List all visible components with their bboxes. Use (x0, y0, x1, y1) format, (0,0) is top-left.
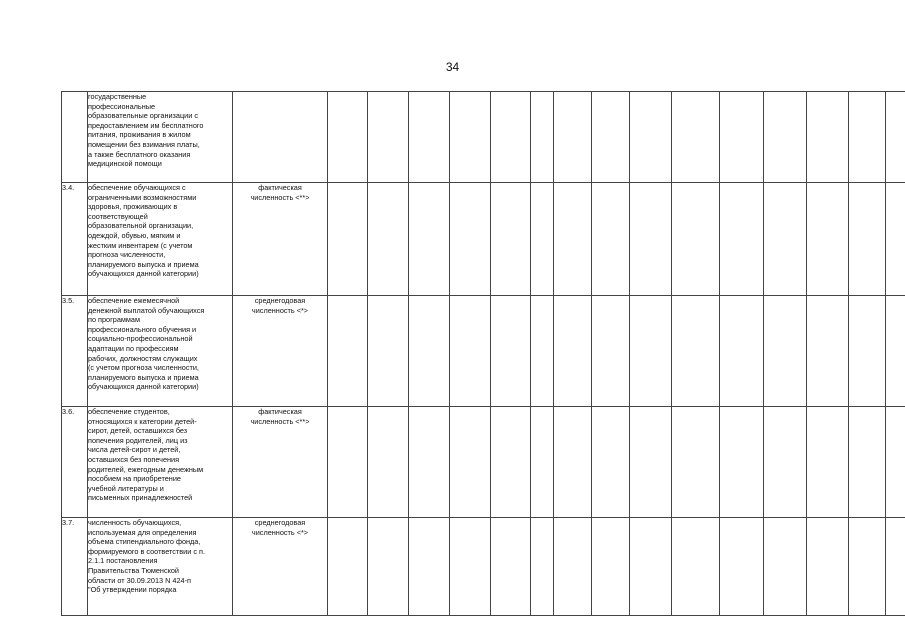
empty-value-cell (409, 518, 450, 616)
empty-value-cell (886, 92, 905, 183)
empty-value-cell (720, 407, 764, 518)
empty-value-cell (450, 518, 491, 616)
empty-value-cell (450, 407, 491, 518)
empty-value-cell (368, 407, 409, 518)
empty-value-cell (491, 92, 531, 183)
row-unit-cell (233, 296, 328, 407)
empty-value-cell (491, 518, 531, 616)
empty-value-cell (592, 92, 630, 183)
empty-value-cell (764, 407, 807, 518)
empty-value-cell (592, 407, 630, 518)
empty-value-cell (764, 183, 807, 296)
empty-value-cell (630, 296, 672, 407)
empty-value-cell (491, 183, 531, 296)
empty-value-cell (592, 296, 630, 407)
empty-value-cell (554, 92, 592, 183)
empty-value-cell (849, 183, 886, 296)
empty-value-cell (450, 183, 491, 296)
empty-value-cell (672, 518, 720, 616)
row-unit-text: фактическая численность <**> (250, 183, 310, 202)
empty-value-cell (672, 296, 720, 407)
empty-value-cell (368, 183, 409, 296)
empty-value-cell (592, 183, 630, 296)
page-number: 34 (445, 60, 460, 74)
row-description-cell (88, 92, 233, 183)
row-unit-text: среднегодовая численность <*> (251, 296, 309, 315)
empty-value-cell (368, 518, 409, 616)
row-number-cell: 3.6. (62, 407, 88, 518)
table-row (62, 92, 905, 183)
empty-value-cell (328, 296, 368, 407)
empty-value-cell (672, 92, 720, 183)
empty-value-cell (849, 407, 886, 518)
empty-value-cell (849, 296, 886, 407)
empty-value-cell (491, 296, 531, 407)
empty-value-cell (672, 183, 720, 296)
row-number-cell: 3.7. (62, 518, 88, 616)
empty-value-cell (531, 183, 554, 296)
empty-value-cell (849, 92, 886, 183)
empty-value-cell (849, 518, 886, 616)
row-description-text: обеспечение ежемесячной денежной выплатой обучающихся по программам профессионального обучения и социально-профессиональной адаптации по профессиям рабочих, должностям служащих (с учетом прогноза численности, планируемого выпуска и приема обучающихся данной категории) (88, 296, 205, 392)
empty-value-cell (531, 296, 554, 407)
empty-value-cell (328, 183, 368, 296)
empty-value-cell (886, 183, 905, 296)
row-number-cell: 3.5. (62, 296, 88, 407)
empty-value-cell (554, 183, 592, 296)
row-description-text: обеспечение студентов, относящихся к категории детей- сирот, детей, оставшихся без попечения родителей, лиц из числа детей-сирот и детей, оставшихся без попечения родителей, ежегодным денежным пособием на приобретение учебной литературы и письменных принадлежностей (88, 407, 204, 503)
empty-value-cell (886, 407, 905, 518)
table-row (62, 407, 905, 518)
table-row (62, 296, 905, 407)
empty-value-cell (554, 518, 592, 616)
empty-value-cell (720, 296, 764, 407)
empty-value-cell (409, 296, 450, 407)
empty-value-cell (720, 518, 764, 616)
empty-value-cell (764, 92, 807, 183)
empty-value-cell (807, 518, 849, 616)
empty-value-cell (764, 296, 807, 407)
table-row (62, 518, 905, 616)
empty-value-cell (807, 407, 849, 518)
empty-value-cell (807, 296, 849, 407)
empty-value-cell (630, 183, 672, 296)
empty-value-cell (630, 407, 672, 518)
empty-value-cell (886, 518, 905, 616)
table-body (62, 92, 905, 616)
empty-value-cell (720, 92, 764, 183)
row-unit-text: среднегодовая численность <*> (251, 518, 309, 537)
table-row (62, 183, 905, 296)
empty-value-cell (328, 407, 368, 518)
empty-value-cell (409, 183, 450, 296)
empty-value-cell (409, 407, 450, 518)
empty-value-cell (807, 183, 849, 296)
row-number-cell (62, 92, 88, 183)
empty-value-cell (720, 183, 764, 296)
empty-value-cell (531, 92, 554, 183)
row-number-cell: 3.4. (62, 183, 88, 296)
row-unit-text: фактическая численность <**> (250, 407, 310, 426)
row-description-cell (88, 296, 233, 407)
empty-value-cell (630, 518, 672, 616)
row-description-cell (88, 518, 233, 616)
empty-value-cell (368, 92, 409, 183)
row-unit-cell (233, 518, 328, 616)
empty-value-cell (491, 407, 531, 518)
empty-value-cell (807, 92, 849, 183)
row-description-text: государственные профессиональные образовательные организации с предоставлением им бесплатного питания, проживания в жилом помещении без взимания платы, а также бесплатного оказания медицинской помощи (88, 92, 204, 169)
empty-value-cell (328, 92, 368, 183)
row-description-cell (88, 183, 233, 296)
row-description-text: обеспечение обучающихся с ограниченными возможностями здоровья, проживающих в соответствующей образовательной организации, одеждой, обувью, мягким и жестким инвентарем (с учетом прогноза численности, планируемого выпуска и приема обучающихся данной категории) (88, 183, 199, 279)
empty-value-cell (672, 407, 720, 518)
empty-value-cell (886, 296, 905, 407)
empty-value-cell (368, 296, 409, 407)
row-unit-cell (233, 183, 328, 296)
empty-value-cell (531, 518, 554, 616)
row-unit-cell (233, 407, 328, 518)
row-description-text: численность обучающихся, используемая для определения объема стипендиального фонда, формируемого в соответствии с п. 2.1.1 постановления Правительства Тюменской области от 30.09.2013 N 424-п "Об утверждении порядка (88, 518, 205, 595)
empty-value-cell (450, 296, 491, 407)
empty-value-cell (592, 518, 630, 616)
empty-value-cell (450, 92, 491, 183)
empty-value-cell (531, 407, 554, 518)
empty-value-cell (328, 518, 368, 616)
row-unit-cell (233, 92, 328, 183)
empty-value-cell (554, 296, 592, 407)
empty-value-cell (554, 407, 592, 518)
data-table (61, 91, 905, 616)
empty-value-cell (764, 518, 807, 616)
empty-value-cell (630, 92, 672, 183)
empty-value-cell (409, 92, 450, 183)
row-description-cell (88, 407, 233, 518)
